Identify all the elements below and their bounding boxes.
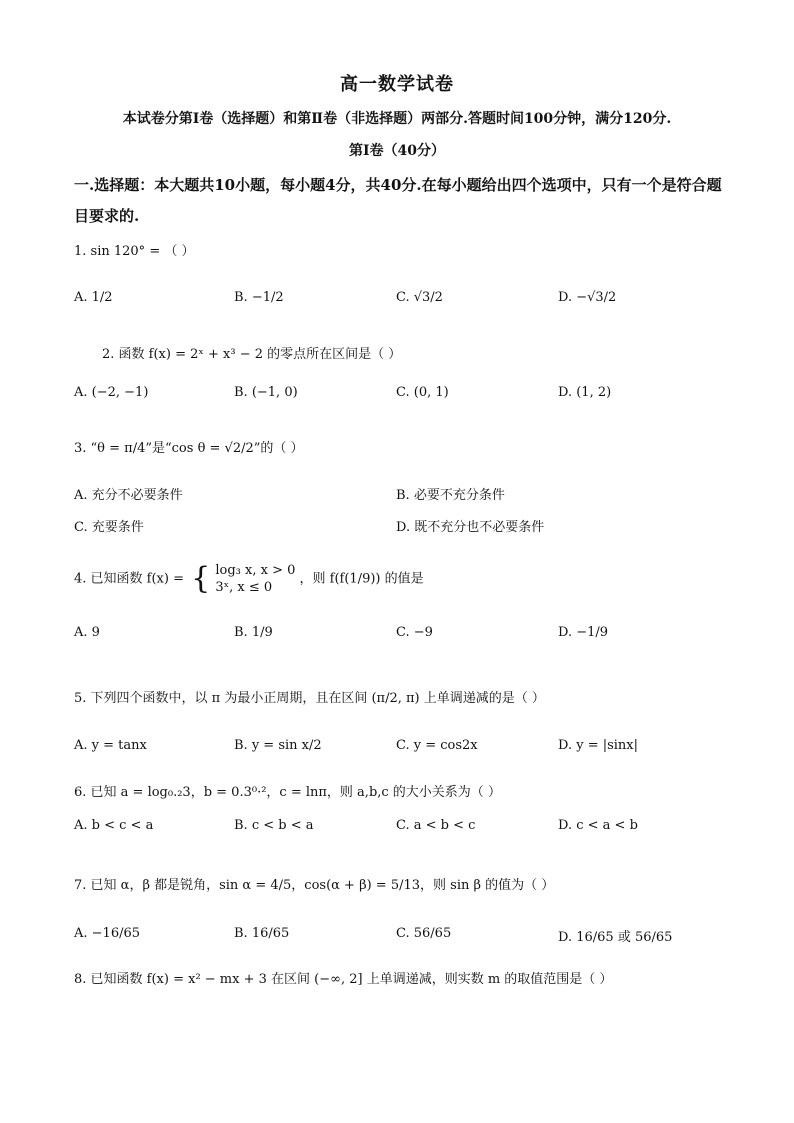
question-5-option-b: B. y = sin x/2 bbox=[234, 738, 322, 753]
question-1-option-b: B. −1/2 bbox=[234, 290, 284, 305]
part-heading: 第Ⅰ卷（40分） bbox=[348, 143, 446, 159]
question-5-option-d: D. y = |sinx| bbox=[558, 738, 639, 753]
question-7-option-d: D. 16/65 或 56/65 bbox=[558, 930, 673, 945]
question-3-option-a: A. 充分不必要条件 bbox=[74, 488, 183, 503]
section-title: 一.选择题：本大题共10小题，每小题4分，共40分.在每小题给出四个选项中，只有一个是符合题目要求的. bbox=[74, 176, 722, 225]
exam-title: 高一数学试卷 bbox=[340, 74, 454, 95]
piecewise-brace: { bbox=[191, 561, 211, 596]
question-2-option-a: A. (−2, −1) bbox=[74, 385, 149, 400]
question-1-option-a: A. 1/2 bbox=[74, 290, 113, 305]
question-2-option-c: C. (0, 1) bbox=[396, 385, 449, 400]
question-1-option-d: D. −√3/2 bbox=[558, 290, 617, 305]
question-5-stem: 5. 下列四个函数中，以 π 为最小正周期，且在区间 (π/2, π) 上单调递减的是（ ） bbox=[74, 691, 545, 706]
question-1-stem: 1. sin 120° = （ ） bbox=[74, 244, 195, 259]
question-6-stem: 6. 已知 a = log₀.₂3，b = 0.3⁰·²，c = lnπ，则 a,b,c 的大小关系为（ ） bbox=[74, 785, 501, 800]
question-1-option-c: C. √3/2 bbox=[396, 290, 443, 305]
piecewise-case-1: log₃ x, x > 0 bbox=[215, 563, 296, 578]
question-6-option-d: D. c < a < b bbox=[558, 818, 638, 833]
question-4-option-c: C. −9 bbox=[396, 625, 433, 640]
question-7-stem: 7. 已知 α，β 都是锐角，sin α = 4/5，cos(α + β) = 5/13，则 sin β 的值为（ ） bbox=[74, 878, 555, 893]
question-4-stem-end: ，则 f(f(1/9)) 的值是 bbox=[299, 571, 424, 587]
question-4-option-d: D. −1/9 bbox=[558, 625, 609, 640]
question-3-stem: 3. “θ = π/4”是“cos θ = √2/2”的（ ） bbox=[74, 441, 304, 456]
question-3-option-b: B. 必要不充分条件 bbox=[396, 488, 505, 503]
piecewise-cases bbox=[215, 562, 295, 596]
question-6-option-b: B. c < b < a bbox=[234, 818, 314, 833]
question-5-option-a: A. y = tanx bbox=[74, 738, 147, 753]
question-7-option-b: B. 16/65 bbox=[234, 926, 290, 941]
question-4-stem-start: 4. 已知函数 f(x) = bbox=[74, 571, 184, 587]
question-4-option-a: A. 9 bbox=[74, 625, 100, 640]
question-7-option-a: A. −16/65 bbox=[74, 926, 141, 941]
question-7-option-c: C. 56/65 bbox=[396, 926, 452, 941]
question-3-option-d: D. 既不充分也不必要条件 bbox=[396, 520, 545, 535]
question-6-option-c: C. a < b < c bbox=[396, 818, 476, 833]
question-4-option-b: B. 1/9 bbox=[234, 625, 273, 640]
question-3-option-c: C. 充要条件 bbox=[74, 520, 144, 535]
question-2-stem: 2. 函数 f(x) = 2ˣ + x³ − 2 的零点所在区间是（ ） bbox=[102, 347, 402, 362]
question-5-option-c: C. y = cos2x bbox=[396, 738, 478, 753]
question-6-option-a: A. b < c < a bbox=[74, 818, 154, 833]
question-8-stem: 8. 已知函数 f(x) = x² − mx + 3 在区间 (−∞, 2] 上单调递减，则实数 m 的取值范围是（ ） bbox=[74, 972, 613, 987]
exam-notice: 本试卷分第Ⅰ卷（选择题）和第Ⅱ卷（非选择题）两部分.答题时间100分钟，满分120分. bbox=[122, 111, 672, 127]
question-2-option-d: D. (1, 2) bbox=[558, 385, 612, 400]
question-2-option-b: B. (−1, 0) bbox=[234, 385, 298, 400]
piecewise-case-2: 3ˣ, x ≤ 0 bbox=[215, 580, 273, 595]
question-4-stem bbox=[74, 562, 424, 596]
